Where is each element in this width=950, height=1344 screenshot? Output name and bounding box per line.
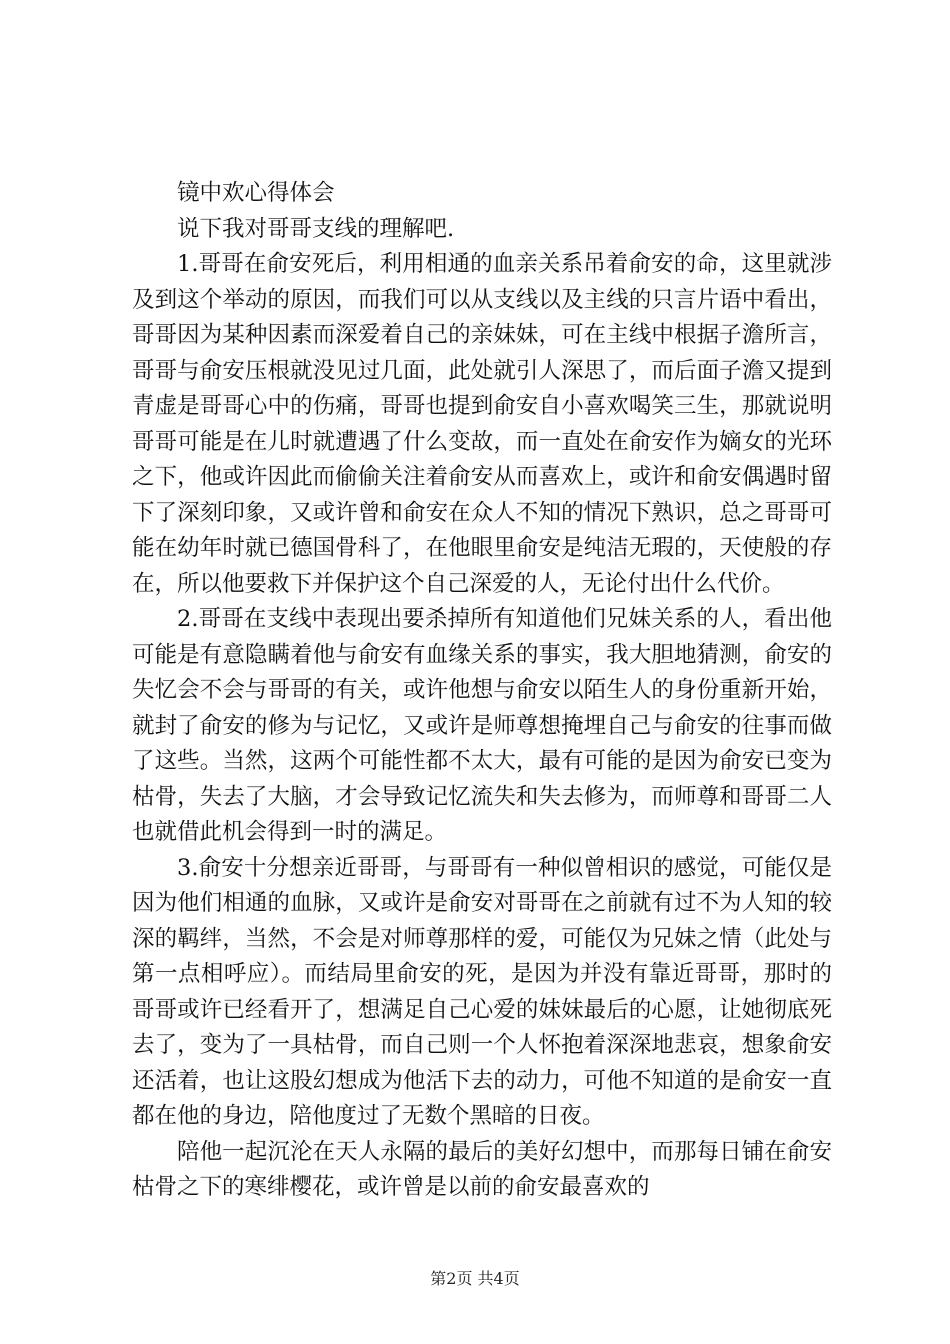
paragraph-2: 2.哥哥在支线中表现出要杀掉所有知道他们兄妹关系的人，看出他可能是有意隐瞒着他与俞安有血缘关系的事实，我大胆地猜测，俞安的失忆会不会与哥哥的有关，或许他想与俞安以陌生人的身份重新开始，就封了俞安的修为与记忆，又或许是师尊想掩埋自己与俞安的往事而做了这些。当然，这两个可能性都不太大，最有可能的是因为俞安已变为枯骨，失去了大脑，才会导致记忆流失和失去修为，而师尊和哥哥二人也就借此机会得到一时的满足。 xyxy=(132,606,832,845)
paragraph-1: 1.哥哥在俞安死后，利用相通的血亲关系吊着俞安的命，这里就涉及到这个举动的原因，而我们可以从支线以及主线的只言片语中看出，哥哥因为某种因素而深爱着自己的亲妹妹，可在主线中根据子澹所言，哥哥与俞安压根就没见过几面，此处就引人深思了，而后面子澹又提到青虚是哥哥心中的伤痛，哥哥也提到俞安自小喜欢喝笑三生，那就说明哥哥可能是在儿时就遭遇了什么变故，而一直处在俞安作为嫡女的光环之下，他或许因此而偷偷关注着俞安从而喜欢上，或许和俞安偶遇时留下了深刻印象，又或许曾和俞安在众人不知的情况下熟识，总之哥哥可能在幼年时就已德国骨科了，在他眼里俞安是纯洁无瑕的，天使般的存在，所以他要救下并保护这个自己深爱的人，无论付出什么代价。 xyxy=(132,251,832,597)
document-title: 镜中欢心得体会 xyxy=(177,180,335,206)
paragraph-3: 3.俞安十分想亲近哥哥，与哥哥有一种似曾相识的感觉，可能仅是因为他们相通的血脉，又或许是俞安对哥哥在之前就有过不为人知的较深的羁绊，当然，不会是对师尊那样的爱，可能仅为兄妹之情（此处与第一点相呼应）。而结局里俞安的死，是因为并没有靠近哥哥，那时的哥哥或许已经看开了，想满足自己心爱的妹妹最后的心愿，让她彻底死去了，变为了一具枯骨，而自己则一个人怀抱着深深地悲哀，想象俞安还活着，也让这股幻想成为他活下去的动力，可他不知道的是俞安一直都在他的身边，陪他度过了无数个黑暗的日夜。 xyxy=(132,854,832,1129)
page-number-footer: 第2页 共4页 xyxy=(430,1269,520,1288)
intro-line: 说下我对哥哥支线的理解吧. xyxy=(177,215,455,242)
paragraph-4: 陪他一起沉沦在天人永隔的最后的美好幻想中，而那每日铺在俞安枯骨之下的寒绯樱花，或许曾是以前的俞安最喜欢的 xyxy=(132,1138,832,1200)
document-body xyxy=(132,176,832,1206)
